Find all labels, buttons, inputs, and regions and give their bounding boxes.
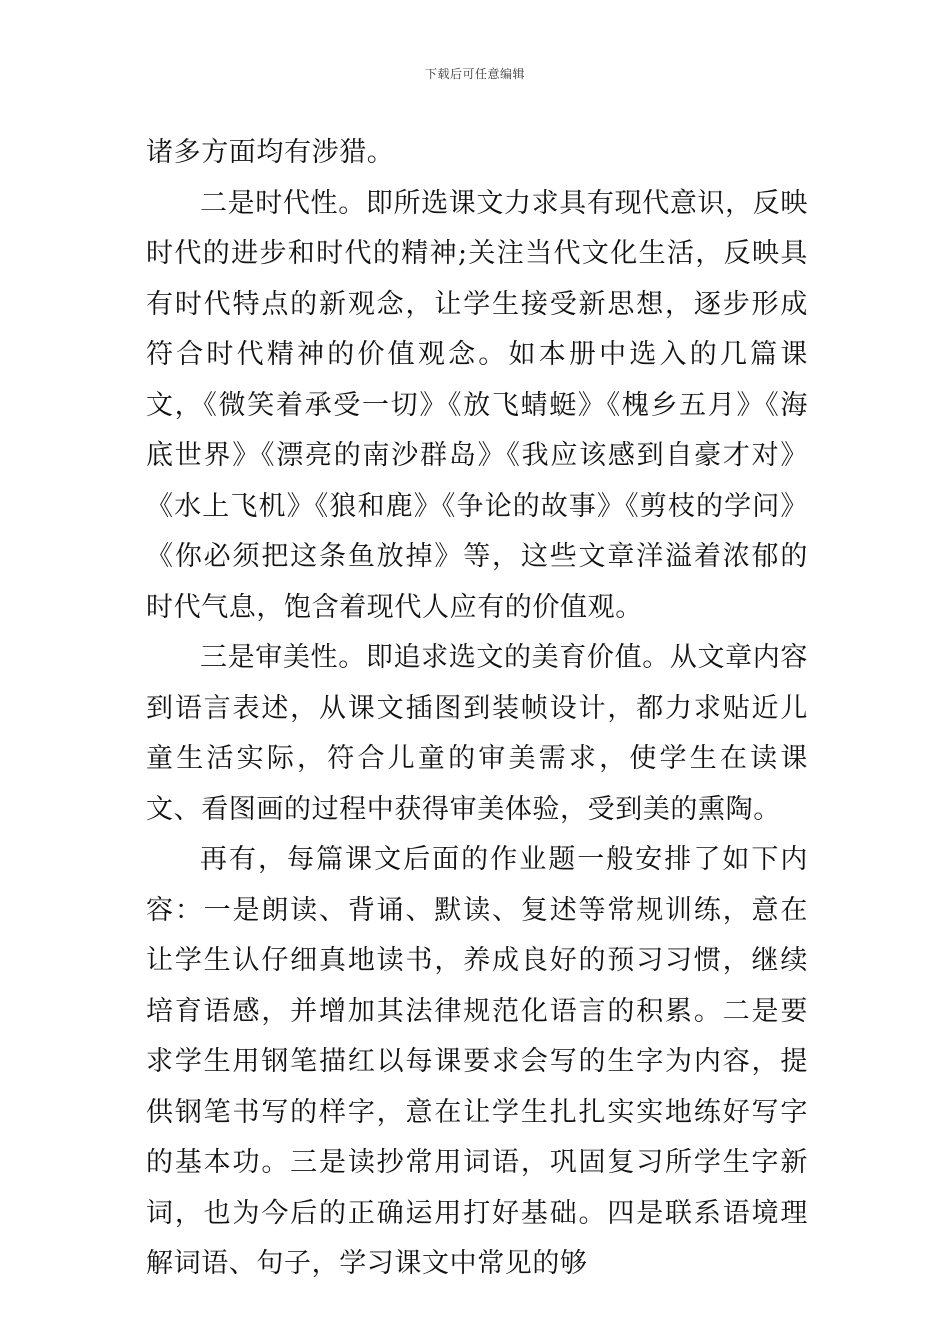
- paragraph-aesthetic: 三是审美性。即追求选文的美育价值。从文章内容到语言表述，从课文插图到装帧设计，都力求贴近儿童生活实际，符合儿童的审美需求，使学生在读课文、看图画的过程中获得审美体验，受到美的熏陶。: [146, 642, 808, 825]
- document-body: [146, 128, 808, 1290]
- paragraph-exercises: 再有，每篇课文后面的作业题一般安排了如下内容：一是朗读、背诵、默读、复述等常规训练，意在让学生认仔细真地读书，养成良好的预习习惯，继续培育语感，并增加其法律规范化语言的积累。二是要求学生用钢笔描红以每课要求会写的生字为内容，提供钢笔书写的样字，意在让学生扎扎实实地练好写字的基本功。三是读抄常用词语，巩固复习所学生字新词，也为今后的正确运用打好基础。四是联系语境理解词语、句子，学习课文中常见的够: [146, 844, 808, 1279]
- paragraph-contemporary: 二是时代性。即所选课文力求具有现代意识，反映时代的进步和时代的精神;关注当代文化生活，反映具有时代特点的新观念，让学生接受新思想，逐步形成符合时代精神的价值观念。如本册中选入的几篇课文，《微笑着承受一切》《放飞蜻蜓》《槐乡五月》《海底世界》《漂亮的南沙群岛》《我应该感到自豪才对》《水上飞机》《狼和鹿》《争论的故事》《剪枝的学问》《你必须把这条鱼放掉》等，这些文章洋溢着浓郁的时代气息，饱含着现代人应有的价值观。: [146, 187, 808, 623]
- page-header: 下载后可任意编辑: [424, 67, 525, 81]
- paragraph-continuation: 诸多方面均有涉猎。: [146, 137, 395, 168]
